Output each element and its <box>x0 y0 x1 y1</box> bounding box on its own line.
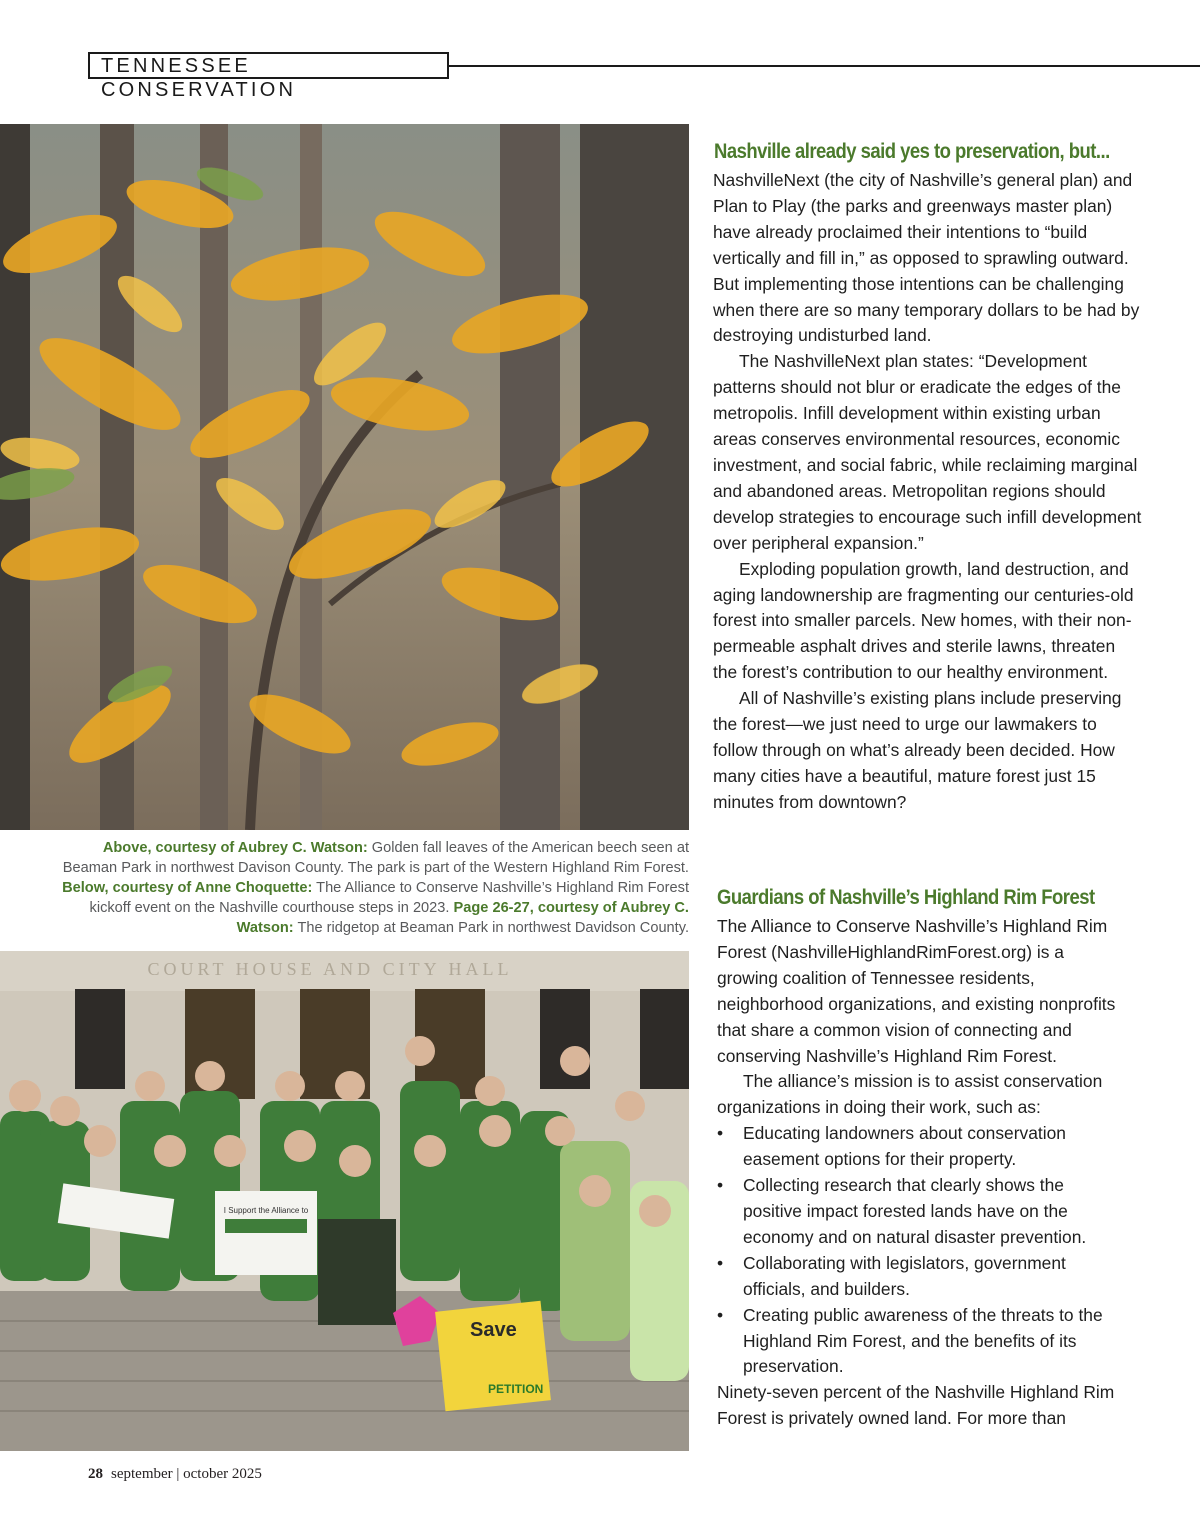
building-inscription: COURT HOUSE AND CITY HALL <box>147 959 513 979</box>
paragraph-existing-plans: All of Nashville’s existing plans include preserving the forest—we just need to urge our lawmakers to follow through on what’s already been decided. How many cities have a beautiful, mature forest just 15 minutes from downtown? <box>713 688 1122 812</box>
heading-guardians: Guardians of Nashville’s Highland Rim Forest <box>717 886 1095 909</box>
issue-date: september | october 2025 <box>111 1466 262 1482</box>
forest-photo <box>0 124 689 830</box>
mission-list <box>717 1121 1127 1380</box>
paragraph-population-growth: Exploding population growth, land destruction, and aging landownership are fragmenting our centuries-old forest into smaller parcels. New homes, with their non-permeable asphalt drives and sterile lawns, threaten the forest’s contribution to our healthy environment. <box>713 558 1134 683</box>
list-item: • Creating public awareness of the threats to the Highland Rim Forest, and the benefits of its preservation. <box>717 1303 1127 1381</box>
paragraph-plan-quote: The NashvilleNext plan states: “Development patterns should not blur or eradicate the edges of the metropolis. Infill development within existing urban areas conserves environmental resources, economic investment, and social fabric, while reclaiming marginal and abandoned areas. Metropolitan regions should develop strategies to encourage such infill development over peripheral expansion.” <box>713 351 1142 553</box>
caption-text-1: Golden fall leaves of the American beech seen at Beaman Park in northwest Davison County. The park is part of the Western Highland Rim Forest. <box>62 840 689 876</box>
forest-photo-art <box>0 124 689 830</box>
group-photo-art <box>0 951 689 1451</box>
caption-credit-1: Above, courtesy of Aubrey C. Watson: <box>102 840 368 856</box>
banner-text: I Support the Alliance to <box>223 1206 309 1215</box>
section-title: TENNESSEE CONSERVATION <box>88 52 449 79</box>
list-item: • Collecting research that clearly shows the positive impact forested lands have on the economy and on natural disaster prevention. <box>717 1173 1127 1251</box>
paragraph-alliance: The Alliance to Conserve Nashville’s Highland Rim Forest (NashvilleHighlandRimForest.org) is a growing coalition of Tennessee residents, neighborhood organizations, and existing nonprofits that share a common vision of connecting and conserving Nashville’s Highland Rim Forest. <box>717 916 1116 1066</box>
header-rule <box>449 65 1200 67</box>
page-footer <box>88 1466 262 1483</box>
save-sign-text: Save <box>470 1319 517 1341</box>
caption-credit-2: Below, courtesy of Anne Choquette: <box>62 880 313 896</box>
caption-credit-3: Page 26-27, courtesy of Aubrey C. Watson: <box>236 900 689 936</box>
paragraph-nashvillenext: NashvilleNext (the city of Nashville’s general plan) and Plan to Play (the parks and greenways master plan) have already proclaimed their intentions to “build vertically and fill in,” as opposed to sprawling outward. But implementing those intentions can be challenging when there are so many temporary dollars to be had by destroying undisturbed land. <box>713 170 1140 346</box>
page-number: 28 <box>88 1466 103 1482</box>
list-item: • Collaborating with legislators, government officials, and builders. <box>717 1251 1127 1303</box>
paragraph-privately-owned: Ninety-seven percent of the Nashville Highland Rim Forest is privately owned land. For more than <box>717 1382 1115 1429</box>
caption-text-2: The Alliance to Conserve Nashville’s Highland Rim Forest kickoff event on the Nashville courthouse steps in 2023. <box>89 880 689 916</box>
list-item: • Educating landowners about conservation easement options for their property. <box>717 1121 1127 1173</box>
photo-caption <box>60 838 689 938</box>
paragraph-mission: The alliance’s mission is to assist conservation organizations in doing their work, such as: <box>717 1071 1103 1118</box>
caption-text-3: The ridgetop at Beaman Park in northwest Davidson County. <box>293 920 689 936</box>
petition-sign-text: PETITION <box>488 1382 544 1396</box>
group-photo <box>0 951 689 1451</box>
article-section-2 <box>717 914 1127 1432</box>
article-section-1 <box>713 168 1143 816</box>
heading-preservation: Nashville already said yes to preservation, but... <box>714 140 1110 163</box>
